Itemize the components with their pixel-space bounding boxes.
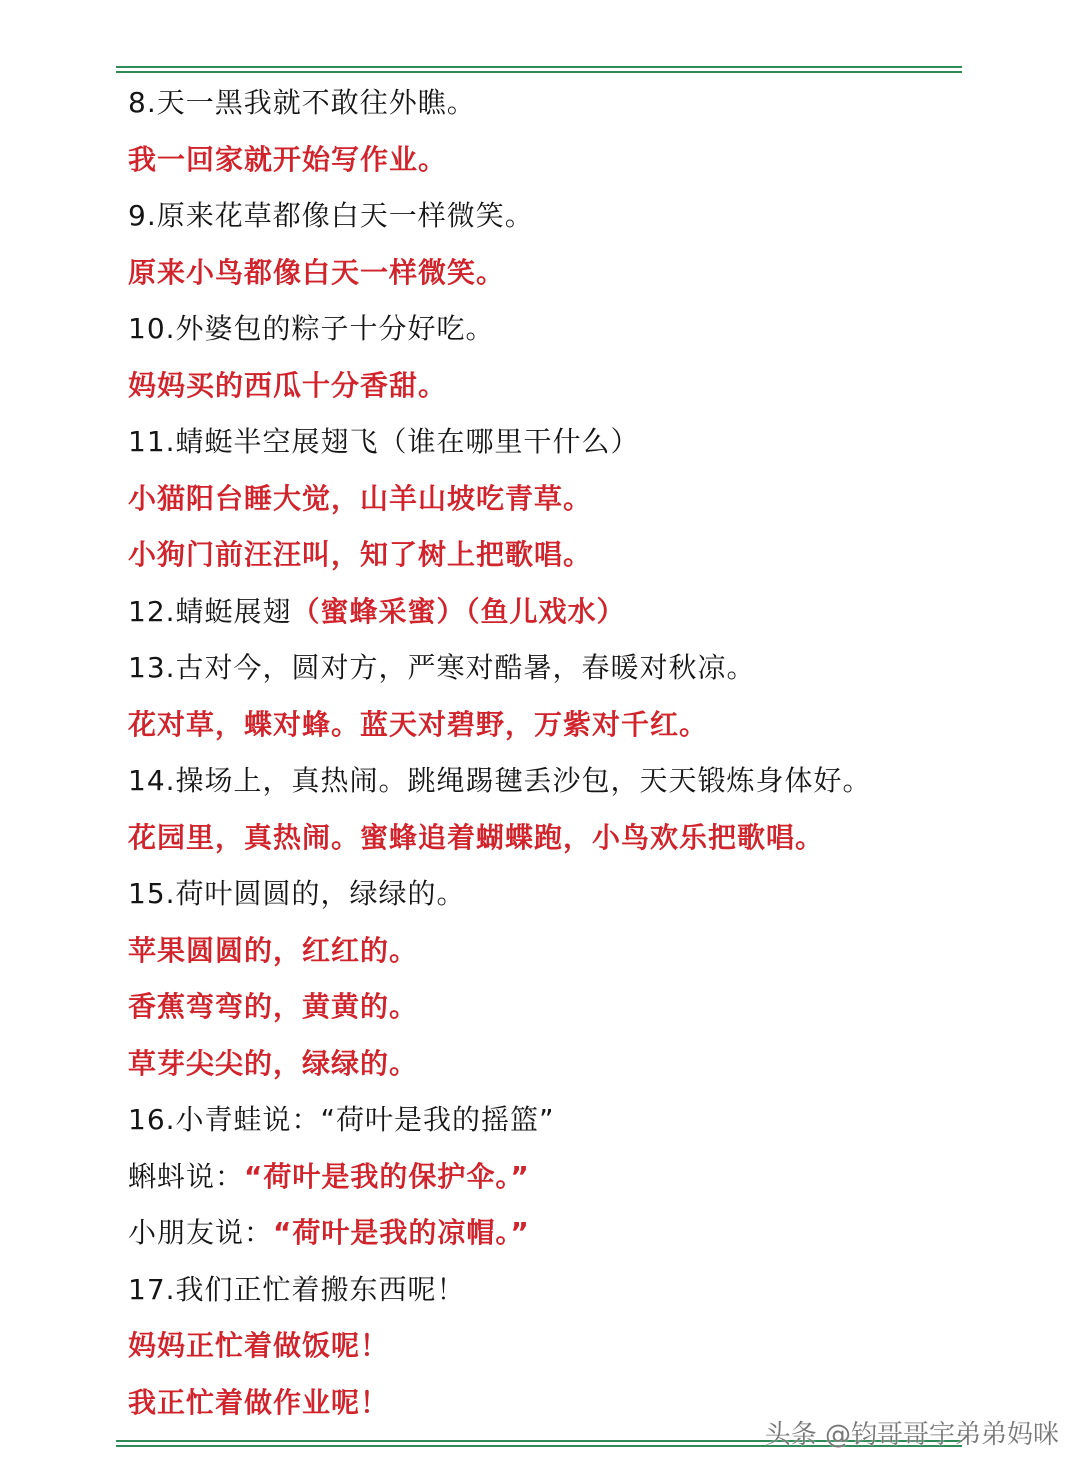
watermark-text: 头条 @钧哥哥宇弟弟妈咪 [764,1420,1059,1450]
answer-10: 妈妈买的西瓜十分香甜。 [128,368,448,402]
tadpole-answer: “荷叶是我的保护伞。” [244,1159,530,1193]
answer-13: 花对草，蝶对蜂。蓝天对碧野，万紫对千红。 [128,707,709,741]
question-12-line [128,584,948,641]
speaker-child: 小朋友说： [128,1216,274,1250]
question-16: 16.小青蛙说：“荷叶是我的摇篮” [128,1103,555,1137]
answer-12: （蜜蜂采蜜）（鱼儿戏水） [291,594,626,628]
question-12-prompt: 12.蜻蜓展翅 [128,594,292,628]
question-11: 11.蜻蜓半空展翅飞（谁在哪里干什么） [128,425,640,459]
answer-9: 原来小鸟都像白天一样微笑。 [128,255,506,289]
answer-14: 花园里，真热闹。蜜蜂追着蝴蝶跑，小鸟欢乐把歌唱。 [128,820,825,854]
answer-15-line-3: 草芽尖尖的，绿绿的。 [128,1046,419,1080]
answer-11-line-1: 小猫阳台睡大觉，山羊山坡吃青草。 [128,481,593,515]
question-9: 9.原来花草都像白天一样微笑。 [128,199,534,233]
answer-11-line-2: 小狗门前汪汪叫，知了树上把歌唱。 [128,538,593,572]
question-14: 14.操场上，真热闹。跳绳踢毽丢沙包，天天锻炼身体好。 [128,764,872,798]
answer-8: 我一回家就开始写作业。 [128,142,448,176]
question-15: 15.荷叶圆圆的，绿绿的。 [128,877,466,911]
answer-15-line-1: 苹果圆圆的，红红的。 [128,933,419,967]
answer-15-line-2: 香蕉弯弯的，黄黄的。 [128,990,419,1024]
answer-17-line-2: 我正忙着做作业呢！ [128,1385,390,1419]
speaker-tadpole: 蝌蚪说： [128,1159,245,1193]
answer-17-line-1: 妈妈正忙着做饭呢！ [128,1329,390,1363]
exercise-content [128,75,948,1431]
top-rule-line-1 [116,66,962,68]
question-13: 13.古对今，圆对方，严寒对酷暑，春暖对秋凉。 [128,651,756,685]
question-10: 10.外婆包的粽子十分好吃。 [128,312,495,346]
answer-16-line-2 [128,1205,948,1262]
question-17: 17.我们正忙着搬东西呢！ [128,1272,466,1306]
question-8: 8.天一黑我就不敢往外瞧。 [128,86,476,120]
top-rule-line-2 [116,71,962,73]
answer-16-line-1 [128,1149,948,1206]
child-answer: “荷叶是我的凉帽。” [273,1216,530,1250]
